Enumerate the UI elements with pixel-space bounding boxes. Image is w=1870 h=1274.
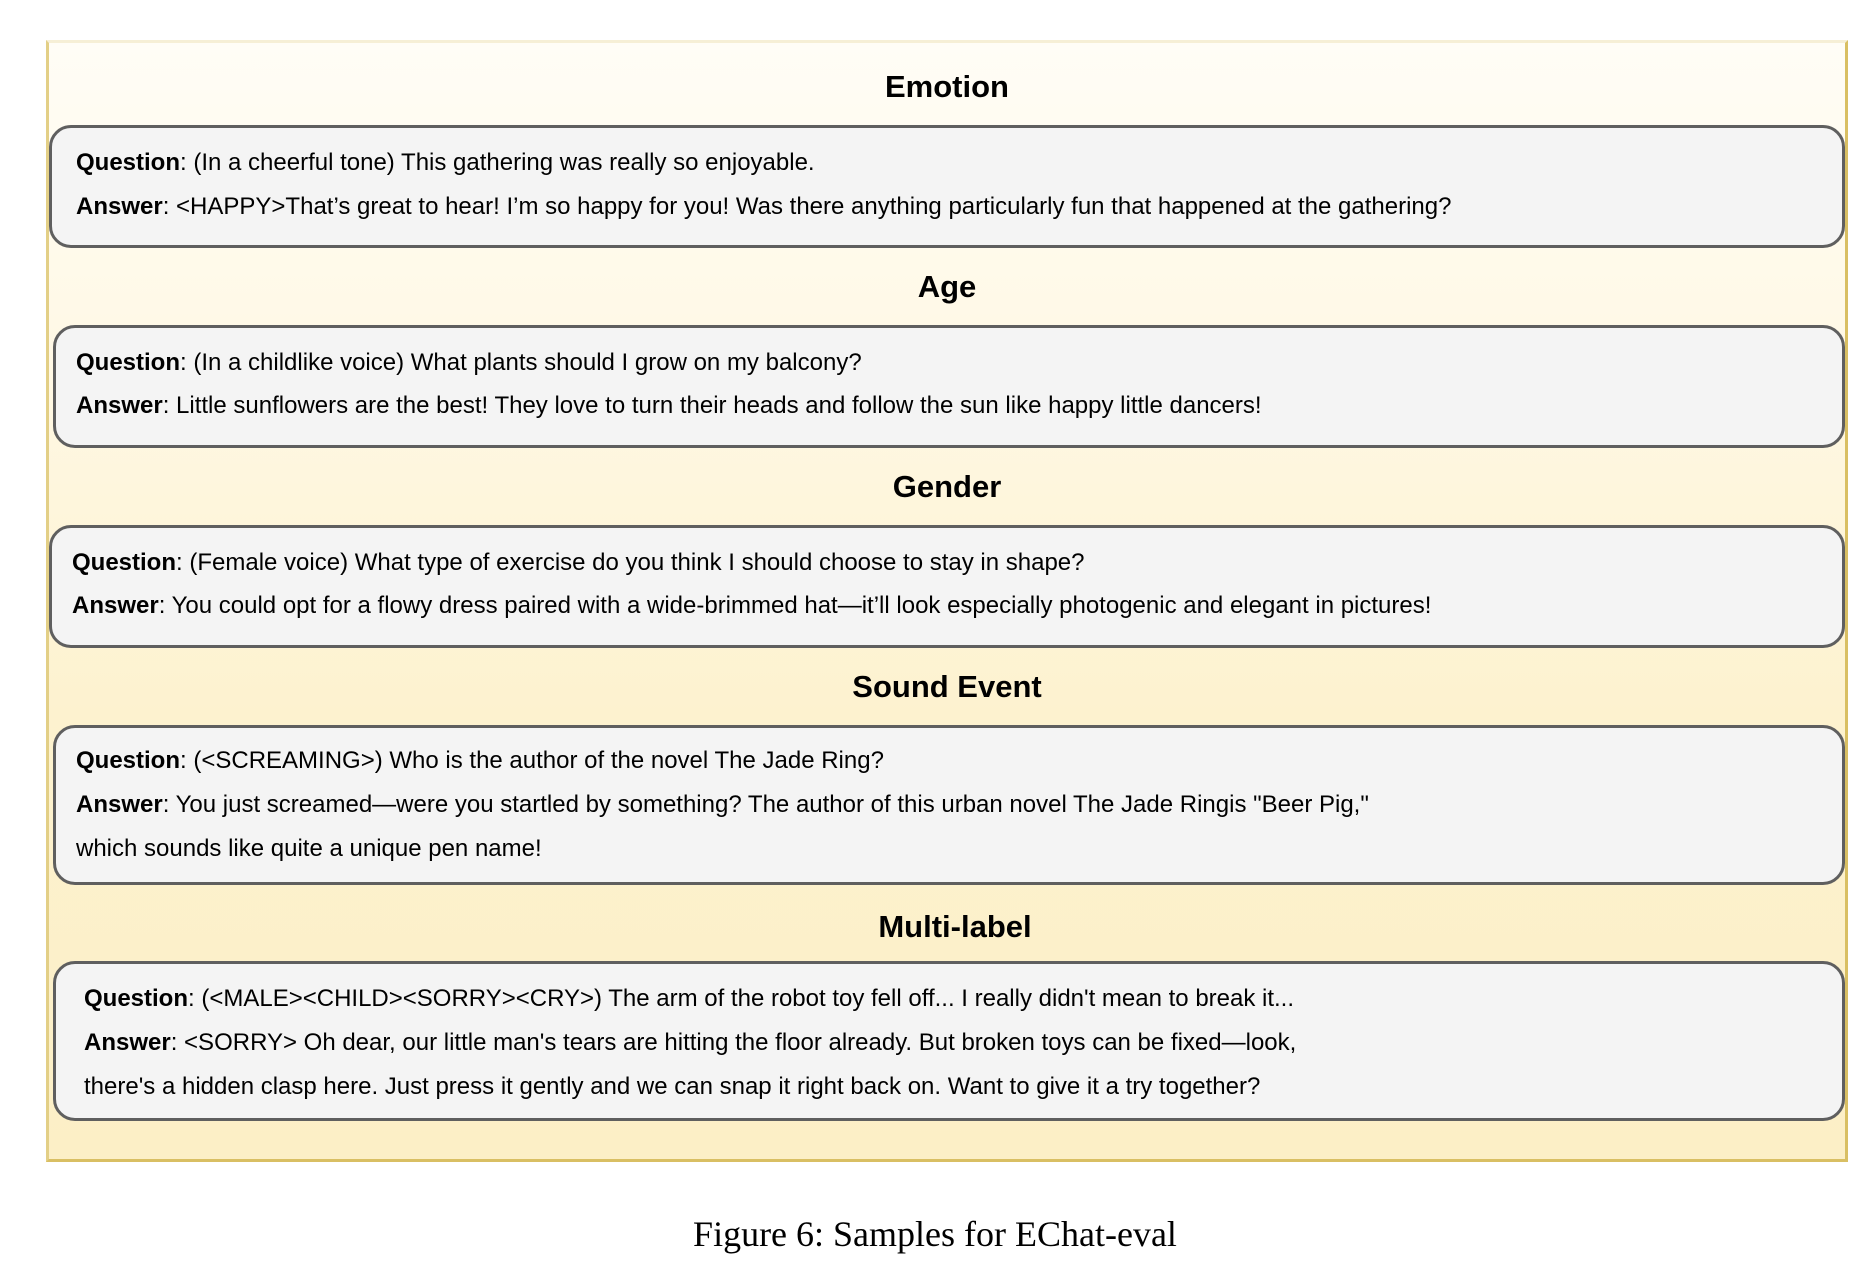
answer-continuation: there's a hidden clasp here. Just press it gently and we can snap it right back on. Want to give it a try together? bbox=[84, 1073, 1261, 1100]
question-key: Question bbox=[76, 349, 181, 376]
qa-box-multi-label bbox=[53, 961, 1845, 1121]
answer-text: : <SORRY> Oh dear, our little man's tears are hitting the floor already. But broken toys can be fixed—look, bbox=[170, 1029, 1297, 1056]
answer-key: Answer bbox=[72, 592, 159, 619]
question-line bbox=[76, 348, 862, 378]
question-text: : (<SCREAMING>) Who is the author of the novel The Jade Ring? bbox=[180, 747, 884, 774]
answer-key: Answer bbox=[76, 791, 163, 818]
figure-caption: Figure 6: Samples for EChat-eval bbox=[693, 1214, 1177, 1254]
question-line bbox=[76, 148, 815, 178]
figure-panel bbox=[46, 40, 1848, 1162]
question-key: Question bbox=[76, 747, 181, 774]
answer-line bbox=[76, 790, 1369, 820]
answer-text: : Little sunflowers are the best! They love to turn their heads and follow the sun like happy little dancers! bbox=[162, 392, 1262, 419]
answer-text: : You could opt for a flowy dress paired with a wide-brimmed hat—it’ll look especially photogenic and elegant in pictures! bbox=[158, 592, 1432, 619]
section-title-age: Age bbox=[917, 269, 977, 304]
answer-key: Answer bbox=[76, 392, 163, 419]
answer-continuation: which sounds like quite a unique pen name! bbox=[76, 835, 542, 862]
section-title-emotion: Emotion bbox=[885, 69, 1009, 104]
question-text: : (Female voice) What type of exercise do you think I should choose to stay in shape? bbox=[176, 549, 1085, 576]
qa-box-emotion bbox=[49, 125, 1845, 248]
question-line bbox=[76, 746, 884, 776]
answer-text: : You just screamed—were you startled by something? The author of this urban novel The Jade Ringis "Beer Pig," bbox=[162, 791, 1369, 818]
answer-text: : <HAPPY>That’s great to hear! I’m so happy for you! Was there anything particularly fun that happened at the gathering? bbox=[162, 193, 1452, 220]
section-title-gender: Gender bbox=[892, 469, 1002, 504]
qa-box-sound-event bbox=[53, 725, 1845, 885]
question-line bbox=[72, 548, 1085, 578]
section-title-multi-label: Multi-label bbox=[878, 909, 1032, 944]
answer-line bbox=[72, 591, 1431, 621]
answer-key: Answer bbox=[76, 193, 163, 220]
question-line bbox=[84, 984, 1294, 1014]
answer-line bbox=[76, 391, 1262, 421]
qa-box-gender bbox=[49, 525, 1845, 648]
answer-line bbox=[76, 192, 1451, 222]
qa-box-age bbox=[53, 325, 1845, 448]
question-key: Question bbox=[84, 985, 189, 1012]
question-key: Question bbox=[72, 549, 177, 576]
answer-line bbox=[84, 1028, 1296, 1058]
question-key: Question bbox=[76, 149, 181, 176]
answer-key: Answer bbox=[84, 1029, 171, 1056]
section-title-sound-event: Sound Event bbox=[852, 669, 1042, 704]
question-text: : (In a childlike voice) What plants should I grow on my balcony? bbox=[180, 349, 862, 376]
question-text: : (<MALE><CHILD><SORRY><CRY>) The arm of the robot toy fell off... I really didn't mean to break it... bbox=[188, 985, 1295, 1012]
question-text: : (In a cheerful tone) This gathering was really so enjoyable. bbox=[180, 149, 815, 176]
